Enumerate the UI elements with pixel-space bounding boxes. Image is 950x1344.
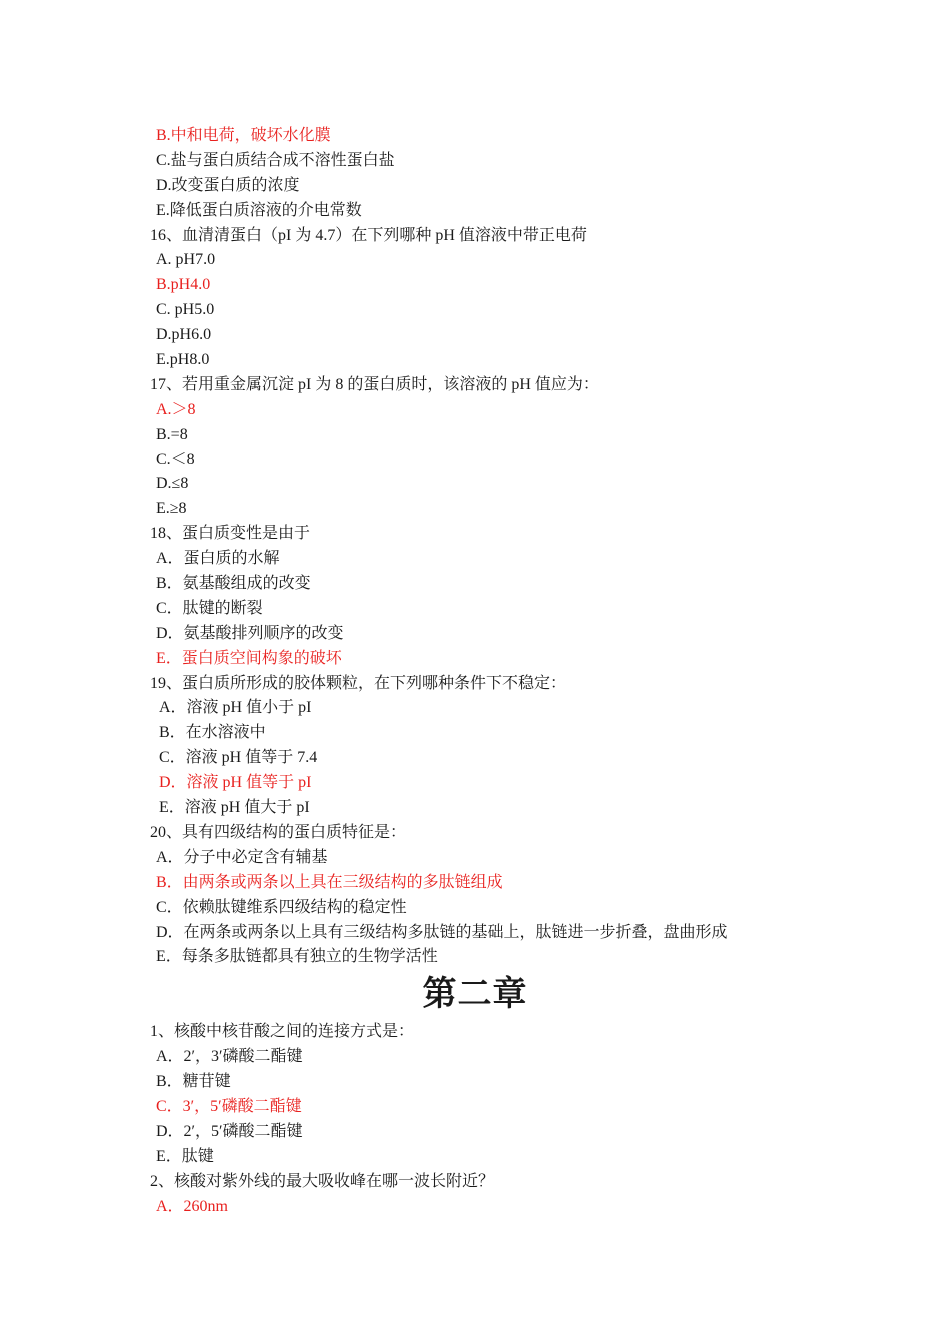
answer-option: E.≥8 xyxy=(156,500,187,518)
answer-option: A．分子中必定含有辅基 xyxy=(156,848,328,866)
answer-option: A．蛋白质的水解 xyxy=(156,550,280,568)
answer-option: B．氨基酸组成的改变 xyxy=(156,575,311,593)
answer-option: D.≤8 xyxy=(156,475,189,493)
answer-option-correct: A．260nm xyxy=(156,1197,229,1215)
answer-option: E．每条多肽链都具有独立的生物学活性 xyxy=(156,948,438,966)
answer-option-correct: D．溶液 pH 值等于 pI xyxy=(159,774,312,792)
answer-option-correct: B.pH4.0 xyxy=(156,276,211,294)
answer-option: E．肽键 xyxy=(156,1147,214,1165)
answer-option: C.＜8 xyxy=(156,450,195,468)
answer-option: A. pH7.0 xyxy=(156,251,216,269)
answer-option: D．2′，5′磷酸二酯键 xyxy=(156,1122,303,1140)
document-content xyxy=(150,124,810,1219)
question-list-chapter-2 xyxy=(150,1020,810,1219)
question-text: 2、核酸对紫外线的最大吸收峰在哪一波长附近？ xyxy=(150,1172,495,1190)
answer-option: B．在水溶液中 xyxy=(159,724,266,742)
answer-option: C．依赖肽键维系四级结构的稳定性 xyxy=(156,898,407,916)
question-text: 17、若用重金属沉淀 pI 为 8 的蛋白质时，该溶液的 pH 值应为： xyxy=(150,375,599,393)
answer-option: C.盐与蛋白质结合成不溶性蛋白盐 xyxy=(156,151,395,169)
answer-option-correct: B.中和电荷，破坏水化膜 xyxy=(156,127,331,144)
answer-option: A．2′，3′磷酸二酯键 xyxy=(156,1048,303,1066)
answer-option: E.pH8.0 xyxy=(156,351,210,369)
chapter-title: 第二章 xyxy=(422,976,528,1014)
answer-option: C．肽键的断裂 xyxy=(156,599,263,617)
answer-option-correct: C．3′，5′磷酸二酯键 xyxy=(156,1097,302,1115)
answer-option: E．溶液 pH 值大于 pI xyxy=(159,799,310,817)
answer-option-correct: A.＞8 xyxy=(156,400,196,418)
answer-option-correct: E．蛋白质空间构象的破坏 xyxy=(156,649,342,667)
question-text: 16、血清清蛋白（pI 为 4.7）在下列哪种 pH 值溶液中带正电荷 xyxy=(150,226,587,244)
question-text: 19、蛋白质所形成的胶体颗粒，在下列哪种条件下不稳定： xyxy=(150,674,567,692)
answer-option: D．氨基酸排列顺序的改变 xyxy=(156,624,344,642)
question-text: 20、具有四级结构的蛋白质特征是： xyxy=(150,823,407,841)
question-text: 1、核酸中核苷酸之间的连接方式是： xyxy=(150,1023,415,1041)
answer-option: D.改变蛋白质的浓度 xyxy=(156,176,300,194)
answer-option: B．糖苷键 xyxy=(156,1073,231,1091)
answer-option: D.pH6.0 xyxy=(156,326,212,344)
answer-option-correct: B．由两条或两条以上具在三级结构的多肽链组成 xyxy=(156,873,503,891)
answer-option: D．在两条或两条以上具有三级结构多肽链的基础上，肽链进一步折叠，盘曲形成 xyxy=(156,923,728,941)
answer-option: B.=8 xyxy=(156,425,188,443)
answer-option: C. pH5.0 xyxy=(156,301,215,319)
question-list-chapter-1 xyxy=(150,124,810,970)
answer-option: C．溶液 pH 值等于 7.4 xyxy=(159,749,318,767)
question-text: 18、蛋白质变性是由于 xyxy=(150,525,311,543)
answer-option: E.降低蛋白质溶液的介电常数 xyxy=(156,201,362,219)
answer-option: A．溶液 pH 值小于 pI xyxy=(159,699,312,717)
